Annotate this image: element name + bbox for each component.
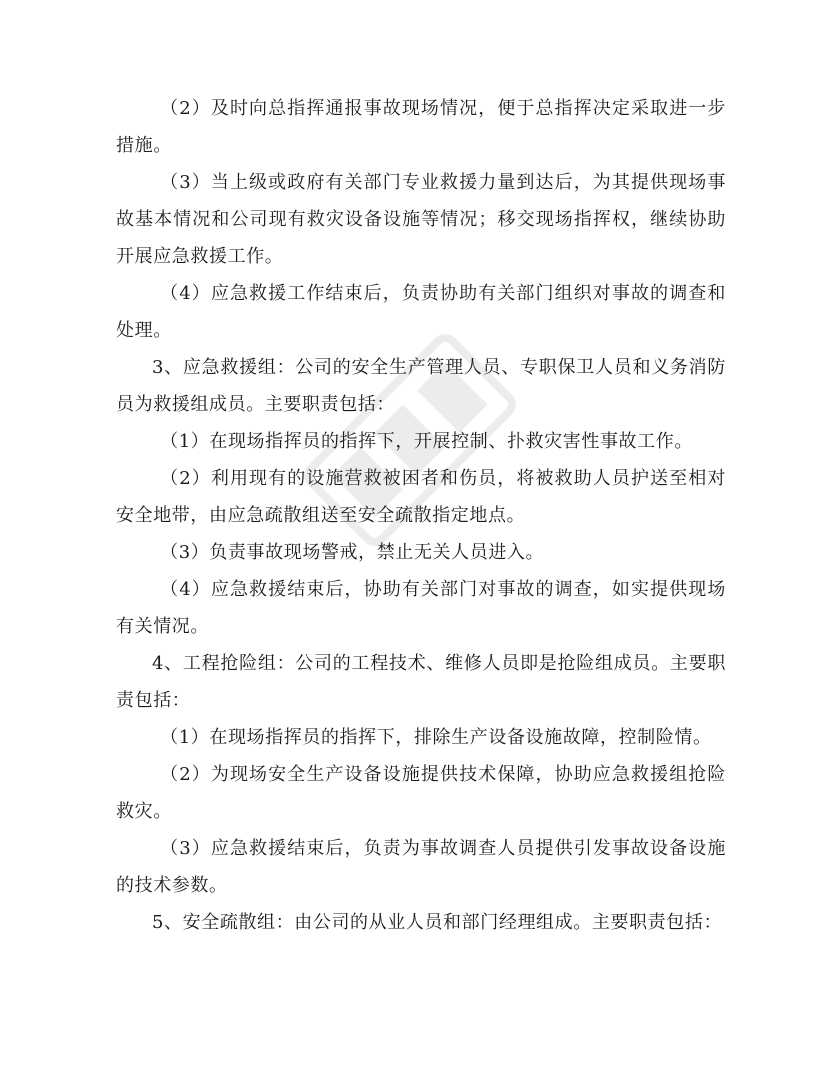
paragraph: （4）应急救援工作结束后，负责协助有关部门组织对事故的调查和处理。 bbox=[116, 283, 726, 341]
paragraph: （4）应急救援结束后，协助有关部门对事故的调查，如实提供现场有关情况。 bbox=[116, 579, 726, 637]
paragraph: （2）及时向总指挥通报事故现场情况，便于总指挥决定采取进一步措施。 bbox=[116, 98, 726, 156]
paragraph: （3）应急救援结束后，负责为事故调查人员提供引发事故设备设施的技术参数。 bbox=[116, 838, 726, 896]
paragraph: （3）当上级或政府有关部门专业救援力量到达后，为其提供现场事故基本情况和公司现有救灾设备设施等情况；移交现场指挥权，继续协助开展应急救援工作。 bbox=[116, 172, 726, 267]
section-heading-paragraph: 5、安全疏散组：由公司的从业人员和部门经理组成。主要职责包括： bbox=[152, 912, 723, 933]
paragraph: （2）为现场安全生产设备设施提供技术保障，协助应急救援组抢险救灾。 bbox=[116, 764, 726, 822]
paragraph: （1）在现场指挥员的指挥下，开展控制、扑救灾害性事故工作。 bbox=[160, 431, 693, 452]
paragraph: （3）负责事故现场警戒，禁止无关人员进入。 bbox=[160, 542, 545, 563]
paragraph: （1）在现场指挥员的指挥下，排除生产设备设施故障，控制险情。 bbox=[160, 727, 712, 748]
document-body bbox=[116, 90, 726, 941]
paragraph: （2）利用现有的设施营救被困者和伤员，将被救助人员护送至相对安全地带，由应急疏散组送至安全疏散指定地点。 bbox=[116, 468, 726, 526]
section-heading-paragraph: 4、工程抢险组：公司的工程技术、维修人员即是抢险组成员。主要职责包括： bbox=[116, 653, 726, 711]
section-heading-paragraph: 3、应急救援组：公司的安全生产管理人员、专职保卫人员和义务消防员为救援组成员。主要职责包括： bbox=[116, 357, 726, 415]
